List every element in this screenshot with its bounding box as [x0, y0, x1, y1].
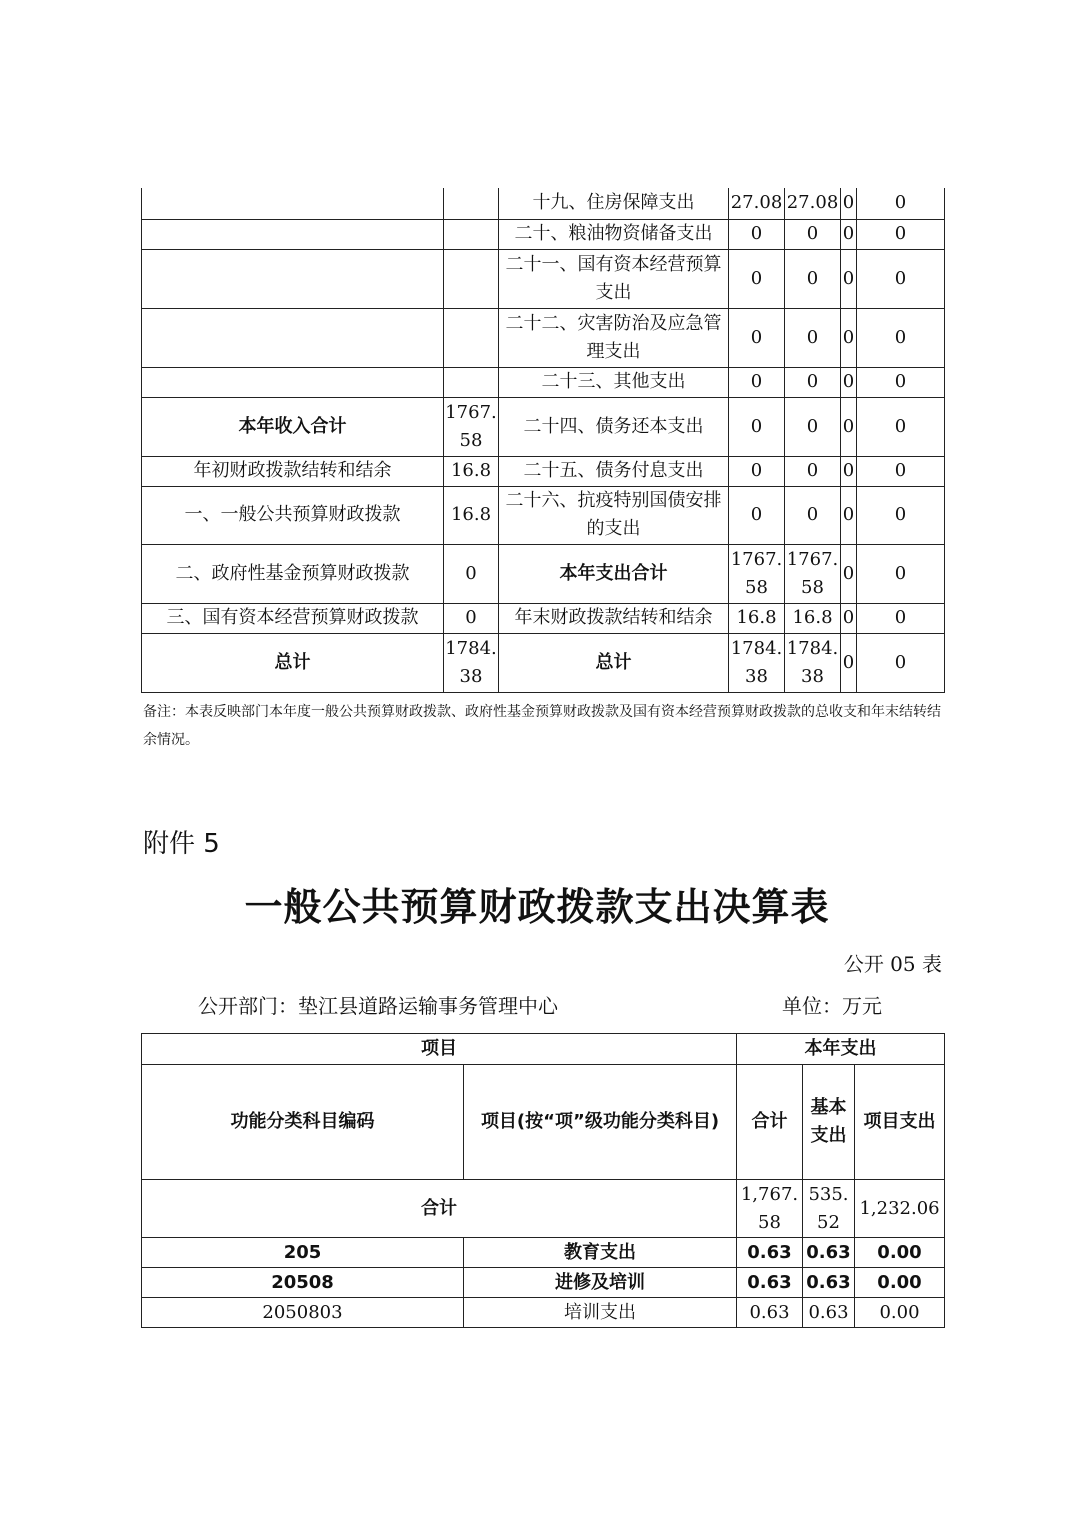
income-amount-cell: 16.8: [444, 456, 499, 486]
expense-total-cell: 0: [729, 308, 785, 367]
code-cell: 205: [142, 1238, 464, 1268]
expense-state-cell: 0: [857, 603, 945, 633]
project-cell: 0.00: [855, 1268, 945, 1298]
income-amount-cell: [444, 249, 499, 308]
expense-state-cell: 0: [857, 188, 945, 219]
income-amount-cell: [444, 188, 499, 219]
table-row: [142, 1238, 945, 1268]
expense-general-cell: 0: [785, 367, 841, 397]
col-project-header: 项目支出: [855, 1065, 945, 1180]
expense-state-cell: 0: [857, 367, 945, 397]
income-amount-cell: [444, 367, 499, 397]
expense-general-cell: 27.08: [785, 188, 841, 219]
income-amount-cell: 0: [444, 544, 499, 603]
expense-total-cell: 0: [729, 367, 785, 397]
expense-item-cell: 总计: [499, 633, 729, 692]
expense-item-cell: 二十、粮油物资储备支出: [499, 219, 729, 249]
income-item-cell: 二、政府性基金预算财政拨款: [142, 544, 444, 603]
expense-fund-cell: 0: [841, 219, 857, 249]
total-row-label: 合计: [142, 1180, 737, 1238]
table-row: [142, 188, 945, 219]
expense-total-cell: 0: [729, 219, 785, 249]
table-row: [142, 367, 945, 397]
expense-general-cell: 0: [785, 308, 841, 367]
expense-fund-cell: 0: [841, 367, 857, 397]
total-row-total: 1,767.58: [737, 1180, 803, 1238]
expense-state-cell: 0: [857, 249, 945, 308]
table-row: [142, 544, 945, 603]
expense-total-cell: 27.08: [729, 188, 785, 219]
basic-cell: 0.63: [803, 1298, 855, 1328]
income-amount-cell: 0: [444, 603, 499, 633]
expense-fund-cell: 0: [841, 188, 857, 219]
expense-state-cell: 0: [857, 544, 945, 603]
table-row: [142, 456, 945, 486]
expense-item-cell: 本年支出合计: [499, 544, 729, 603]
basic-cell: 0.63: [803, 1268, 855, 1298]
table-row: [142, 249, 945, 308]
basic-cell: 0.63: [803, 1238, 855, 1268]
code-cell: 2050803: [142, 1298, 464, 1328]
income-item-cell: [142, 188, 444, 219]
expense-fund-cell: 0: [841, 456, 857, 486]
expense-total-cell: 0: [729, 486, 785, 544]
expense-fund-cell: 0: [841, 603, 857, 633]
expense-total-cell: 0: [729, 397, 785, 456]
upper-budget-table: [141, 188, 945, 693]
table-row: [142, 219, 945, 249]
expense-fund-cell: 0: [841, 486, 857, 544]
expense-item-cell: 二十六、抗疫特别国债安排的支出: [499, 486, 729, 544]
expense-state-cell: 0: [857, 456, 945, 486]
expense-state-cell: 0: [857, 633, 945, 692]
col-name-header: 项目(按“项”级功能分类科目): [464, 1065, 737, 1180]
expense-total-cell: 1767.58: [729, 544, 785, 603]
income-item-cell: [142, 219, 444, 249]
expense-state-cell: 0: [857, 397, 945, 456]
total-cell: 0.63: [737, 1268, 803, 1298]
income-item-cell: 本年收入合计: [142, 397, 444, 456]
expense-general-cell: 0: [785, 397, 841, 456]
income-item-cell: [142, 367, 444, 397]
income-item-cell: 年初财政拨款结转和结余: [142, 456, 444, 486]
page-title: 一般公共预算财政拨款支出决算表: [244, 884, 830, 929]
total-row-project: 1,232.06: [855, 1180, 945, 1238]
income-item-cell: 总计: [142, 633, 444, 692]
name-cell: 教育支出: [464, 1238, 737, 1268]
income-item-cell: 三、国有资本经营预算财政拨款: [142, 603, 444, 633]
header-expense: 本年支出: [737, 1034, 945, 1065]
expense-fund-cell: 0: [841, 308, 857, 367]
expense-item-cell: 二十一、国有资本经营预算支出: [499, 249, 729, 308]
income-amount-cell: 1784.38: [444, 633, 499, 692]
col-total-header: 合计: [737, 1065, 803, 1180]
department-label: 公开部门：垫江县道路运输事务管理中心: [198, 994, 558, 1018]
table-number: 公开 05 表: [843, 952, 942, 976]
table-row: [142, 633, 945, 692]
expense-fund-cell: 0: [841, 397, 857, 456]
expense-fund-cell: 0: [841, 544, 857, 603]
table-row: [142, 1268, 945, 1298]
expense-general-cell: 1784.38: [785, 633, 841, 692]
expense-fund-cell: 0: [841, 249, 857, 308]
expense-fund-cell: 0: [841, 633, 857, 692]
expense-total-cell: 1784.38: [729, 633, 785, 692]
project-cell: 0.00: [855, 1238, 945, 1268]
expense-general-cell: 0: [785, 486, 841, 544]
expense-total-cell: 0: [729, 249, 785, 308]
expense-item-cell: 二十二、灾害防治及应急管理支出: [499, 308, 729, 367]
table-row: [142, 308, 945, 367]
name-cell: 进修及培训: [464, 1268, 737, 1298]
income-item-cell: [142, 308, 444, 367]
total-row-basic: 535.52: [803, 1180, 855, 1238]
project-cell: 0.00: [855, 1298, 945, 1328]
expenditure-table: [141, 1033, 945, 1328]
income-amount-cell: [444, 219, 499, 249]
income-item-cell: [142, 249, 444, 308]
expense-total-cell: 0: [729, 456, 785, 486]
col-basic-header: 基本支出: [803, 1065, 855, 1180]
table-row: [142, 1298, 945, 1328]
expense-general-cell: 1767.58: [785, 544, 841, 603]
table-note: 备注：本表反映部门本年度一般公共预算财政拨款、政府性基金预算财政拨款及国有资本经营预算财政拨款的总收支和年末结转结余情况。: [143, 704, 941, 748]
table-row: [142, 397, 945, 456]
expense-state-cell: 0: [857, 219, 945, 249]
expense-item-cell: 二十五、债务付息支出: [499, 456, 729, 486]
income-amount-cell: 16.8: [444, 486, 499, 544]
expense-item-cell: 二十四、债务还本支出: [499, 397, 729, 456]
expense-item-cell: 年末财政拨款结转和结余: [499, 603, 729, 633]
unit-label: 单位：万元: [782, 994, 882, 1018]
total-cell: 0.63: [737, 1298, 803, 1328]
total-cell: 0.63: [737, 1238, 803, 1268]
income-amount-cell: 1767.58: [444, 397, 499, 456]
expense-general-cell: 0: [785, 219, 841, 249]
table-row: [142, 603, 945, 633]
table-row: [142, 486, 945, 544]
income-amount-cell: [444, 308, 499, 367]
expense-general-cell: 16.8: [785, 603, 841, 633]
expense-state-cell: 0: [857, 308, 945, 367]
expense-general-cell: 0: [785, 456, 841, 486]
expense-item-cell: 十九、住房保障支出: [499, 188, 729, 219]
header-item: 项目: [142, 1034, 737, 1065]
income-item-cell: 一、一般公共预算财政拨款: [142, 486, 444, 544]
code-cell: 20508: [142, 1268, 464, 1298]
expense-item-cell: 二十三、其他支出: [499, 367, 729, 397]
col-code-header: 功能分类科目编码: [142, 1065, 464, 1180]
expense-total-cell: 16.8: [729, 603, 785, 633]
name-cell: 培训支出: [464, 1298, 737, 1328]
expense-general-cell: 0: [785, 249, 841, 308]
annex-label: 附件 5: [143, 829, 220, 859]
expense-state-cell: 0: [857, 486, 945, 544]
